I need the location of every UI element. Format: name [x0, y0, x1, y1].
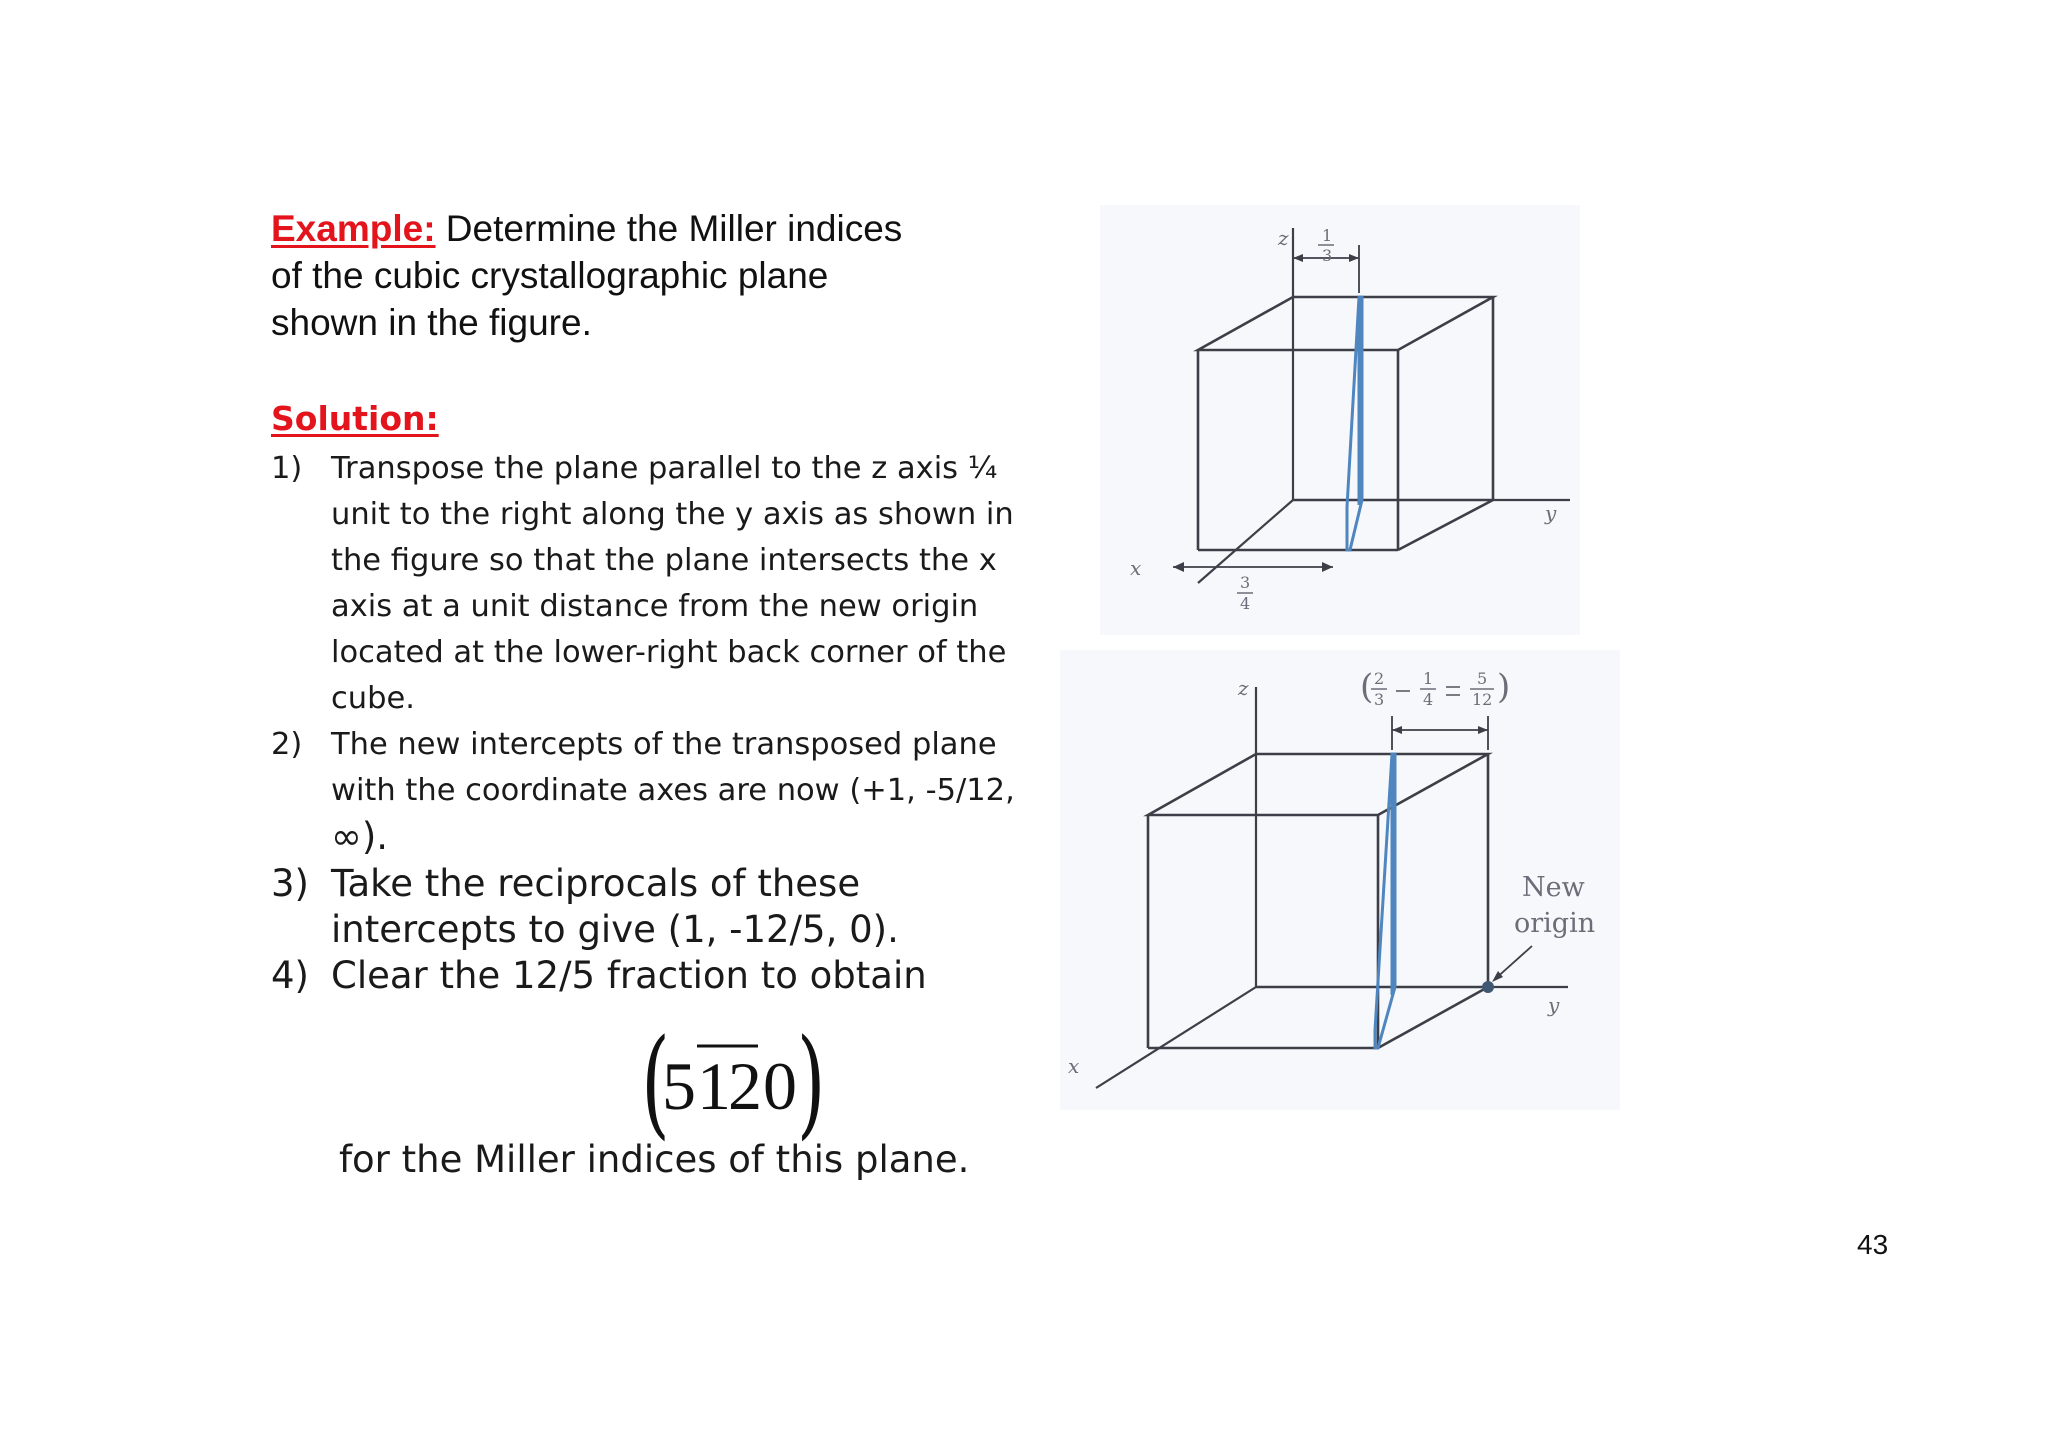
fraction-denominator: 12 — [1472, 690, 1493, 709]
cube-figure-bottom — [1060, 650, 1620, 1110]
closing-text: for the Miller indices of this plane. — [339, 1138, 970, 1181]
fraction-numerator: 1 — [1423, 669, 1434, 688]
new-origin-label-line2: origin — [1514, 908, 1596, 939]
left-paren: ( — [641, 1015, 670, 1145]
example-label: Example: — [271, 208, 436, 249]
z-axis-label: z — [1278, 226, 1289, 250]
fraction-denominator: 3 — [1322, 246, 1333, 265]
x-axis-label: x — [1130, 556, 1142, 580]
step-text: Transpose the plane parallel to the z axis ¼ unit to the right along the y axis as shown in the figure so that the plane intersects the x axis at a unit distance from the new origin located at the lower-right back corner of the cube. — [331, 451, 1014, 716]
step-number: 4) — [271, 954, 309, 997]
fraction-denominator: 3 — [1374, 690, 1385, 709]
fraction-numerator: 5 — [1477, 669, 1488, 688]
solution-step-2 — [271, 722, 1041, 863]
step-text: Take the reciprocals of these intercepts to give (1, -12/5, 0). — [331, 862, 899, 951]
z-axis-label: z — [1238, 676, 1249, 700]
solution-heading: Solution: — [271, 399, 439, 438]
step-number: 2) — [271, 727, 303, 762]
index-i: 0 — [763, 1048, 797, 1124]
fraction-numerator: 2 — [1374, 669, 1385, 688]
expression-left-paren: ( — [1360, 667, 1374, 707]
index-h: 5 — [662, 1048, 696, 1124]
solution-step-3 — [271, 861, 1041, 953]
example-body: Determine the Miller indices of the cubic crystallographic plane shown in the figure. — [271, 208, 903, 343]
fraction-denominator: 4 — [1240, 594, 1251, 613]
step-number: 3) — [271, 862, 309, 905]
cube-figure-top — [1100, 205, 1580, 635]
step-text: Clear the 12/5 fraction to obtain — [331, 954, 927, 997]
miller-indices-formula — [640, 1015, 860, 1145]
new-origin-label-line1: New — [1522, 872, 1585, 903]
figure-background — [1100, 205, 1580, 635]
step-text-wrap — [331, 722, 1041, 863]
fraction-denominator: 4 — [1423, 690, 1434, 709]
index-k: 1 — [697, 1048, 731, 1124]
fraction-numerator: 1 — [1322, 226, 1333, 245]
step-number: 1) — [271, 451, 303, 486]
right-paren: ) — [796, 1015, 826, 1145]
new-origin-dot — [1482, 981, 1494, 993]
solution-step-4 — [271, 953, 1041, 999]
expression-right-paren: ) — [1497, 667, 1511, 707]
index-l: 2 — [728, 1048, 762, 1124]
x-axis-label: x — [1068, 1054, 1080, 1078]
y-axis-label: y — [1545, 501, 1557, 525]
step-text-tail: ∞). — [331, 815, 389, 858]
step-text: The new intercepts of the transposed plane with the coordinate axes are now (+1, -5/12, — [331, 727, 1015, 808]
fraction-numerator: 3 — [1240, 573, 1251, 592]
y-axis-label: y — [1548, 993, 1560, 1017]
example-text — [271, 205, 911, 346]
page-number: 43 — [1857, 1229, 1889, 1260]
solution-step-1 — [271, 446, 1041, 722]
